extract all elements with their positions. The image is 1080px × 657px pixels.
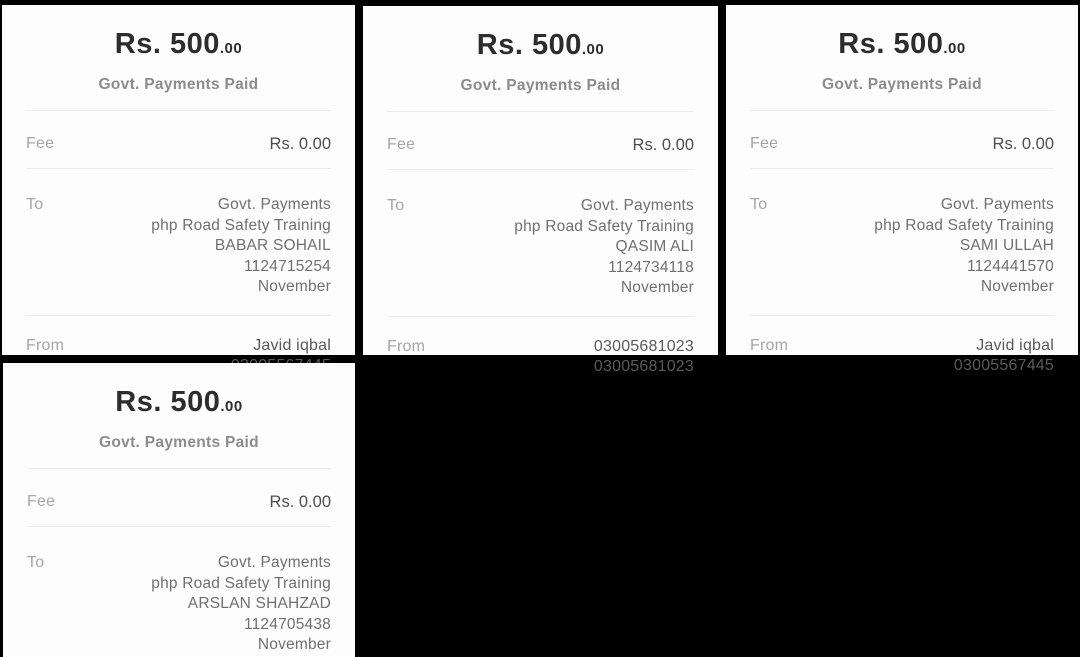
to-line-name: QASIM ALI [615,238,694,255]
to-label: To [27,554,45,571]
from-line-number: 03005681023 [593,337,694,355]
amount-value: Rs. 500 [115,386,221,418]
to-line-service: php Road Safety Training [151,574,331,592]
payment-status: Govt. Payments Paid [99,434,259,451]
fee-label: Fee [27,492,56,510]
from-value [954,336,1054,377]
to-line-number: 1124715254 [243,257,331,275]
amount [3,385,355,424]
amount-value: Rs. 500 [114,28,220,60]
to-row [26,195,331,298]
amount-decimal: .00 [220,398,243,415]
amount [726,27,1078,66]
receipt-card [3,363,355,657]
receipt-card [2,5,355,355]
fee-row [26,130,331,158]
from-line-name: Javid iqbal [253,336,331,354]
to-row [750,195,1054,298]
to-label: To [26,196,44,213]
from-line-number: 03005567445 [953,357,1054,374]
amount [2,27,355,66]
fee-label: Fee [26,134,55,152]
divider [26,315,331,316]
fee-label: Fee [750,134,779,152]
to-line-number: 1124441570 [966,257,1054,275]
divider [26,168,331,169]
to-line-service: php Road Safety Training [874,216,1054,234]
divider [387,111,694,112]
fee-value: Rs. 0.00 [269,493,331,511]
to-line-service: php Road Safety Training [514,217,694,235]
to-line-recipient: Govt. Payments [580,197,694,214]
to-line-name: ARSLAN SHAHZAD [187,595,331,612]
to-line-number: 1124705438 [243,615,331,633]
from-row [387,337,694,378]
amount-decimal: .00 [943,40,966,57]
divider [750,168,1054,169]
amount-decimal: .00 [581,41,605,58]
to-line-month: November [257,278,331,295]
receipt-card [363,6,718,375]
to-line-recipient: Govt. Payments [217,554,331,571]
fee-value: Rs. 0.00 [632,136,694,154]
from-label: From [387,337,426,355]
to-label: To [387,197,405,214]
fee-row [750,130,1054,158]
to-row [27,553,331,656]
to-line-month: November [620,279,694,296]
payment-status: Govt. Payments Paid [460,77,621,94]
to-line-recipient: Govt. Payments [940,196,1054,213]
fee-value: Rs. 0.00 [269,135,331,153]
to-line-month: November [980,278,1054,295]
fee-value: Rs. 0.00 [992,135,1054,153]
receipt-card [726,5,1078,374]
to-value [151,195,331,298]
to-line-name: BABAR SOHAIL [214,237,331,254]
divider [387,169,694,170]
to-line-number: 1124734118 [608,258,694,276]
from-label: From [26,336,65,354]
to-row [387,196,694,299]
fee-row [27,488,331,516]
to-value [151,553,331,656]
to-label: To [750,196,768,213]
amount [363,28,718,67]
divider [27,468,331,469]
fee-label: Fee [387,135,416,153]
fee-row [387,131,694,159]
from-line-name: Javid iqbal [976,336,1054,354]
to-value [514,196,694,299]
divider [750,110,1054,111]
divider [26,110,331,111]
to-line-name: SAMI ULLAH [959,237,1054,254]
to-line-month: November [257,636,331,653]
from-row [750,336,1054,377]
amount-value: Rs. 500 [476,29,582,61]
amount-value: Rs. 500 [838,28,944,60]
from-line-number: 03005681023 [593,358,694,375]
to-line-recipient: Govt. Payments [217,196,331,213]
divider [387,316,694,317]
from-label: From [750,336,789,354]
payment-status: Govt. Payments Paid [98,76,259,93]
divider [750,315,1054,316]
to-line-service: php Road Safety Training [151,216,331,234]
amount-decimal: .00 [219,40,243,57]
from-value [594,337,694,378]
payment-status: Govt. Payments Paid [822,76,982,93]
to-value [874,195,1054,298]
divider [27,526,331,527]
